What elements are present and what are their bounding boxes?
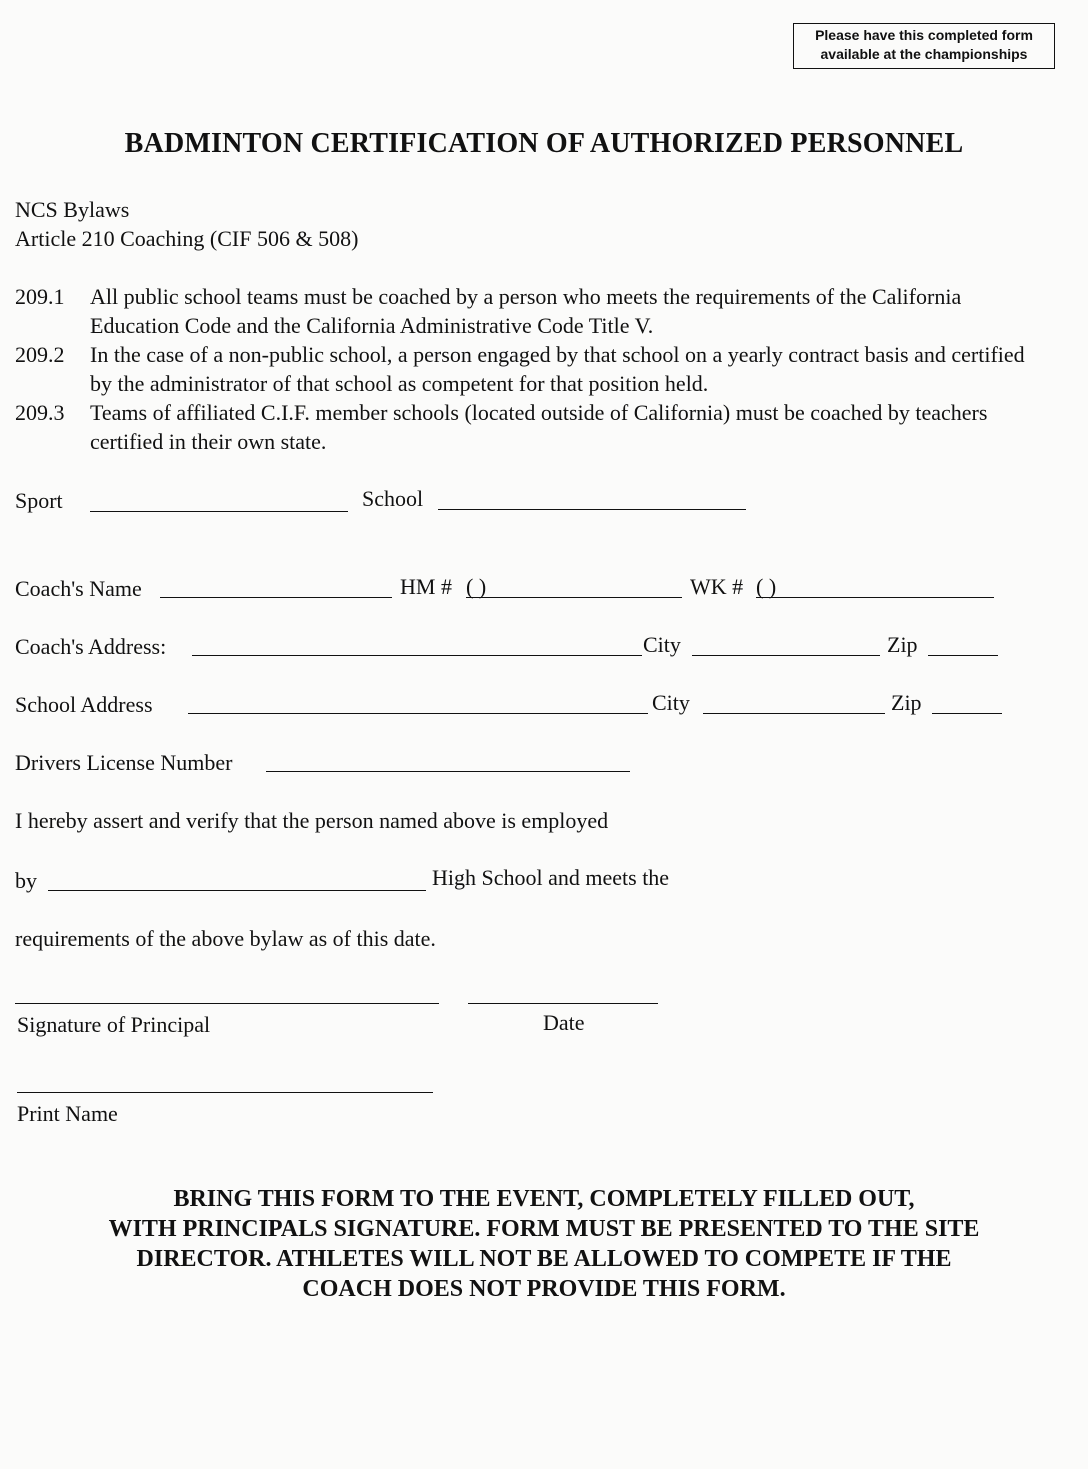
home-phone-label: HM # bbox=[400, 574, 452, 599]
print-name-field[interactable] bbox=[17, 1092, 433, 1093]
home-phone-field[interactable] bbox=[466, 597, 682, 598]
school-city-field[interactable] bbox=[703, 713, 885, 714]
school-zip-label: Zip bbox=[891, 690, 922, 715]
drivers-license-field[interactable] bbox=[266, 771, 630, 772]
footer-line-2: WITH PRINCIPALS SIGNATURE. FORM MUST BE PRESENTED TO THE SITE bbox=[108, 1216, 980, 1242]
form-title: BADMINTON CERTIFICATION OF AUTHORIZED PERSONNEL bbox=[124, 128, 964, 159]
coach-city-label: City bbox=[643, 632, 681, 657]
school-label: School bbox=[362, 486, 424, 511]
employer-school-field[interactable] bbox=[48, 890, 426, 891]
principal-signature-field[interactable] bbox=[15, 1003, 439, 1004]
school-city-label: City bbox=[652, 690, 690, 715]
school-zip-field[interactable] bbox=[932, 713, 1002, 714]
date-label: Date bbox=[543, 1010, 585, 1035]
footer-instructions bbox=[0, 1184, 1088, 1304]
rule-text: In the case of a non-public school, a person engaged by that school on a yearly contract basis and certified by the administrator of that school as competent for that position held. bbox=[90, 342, 1025, 396]
school-field[interactable] bbox=[438, 509, 746, 510]
coach-name-field[interactable] bbox=[160, 597, 392, 598]
assertion-line-3: requirements of the above bylaw as of this date. bbox=[15, 926, 436, 951]
rule-text: Teams of affiliated C.I.F. member schools (located outside of California) must be coached by teachers certified in their own state. bbox=[90, 400, 988, 454]
sport-label: Sport bbox=[15, 488, 63, 513]
work-phone-label: WK # bbox=[690, 574, 744, 599]
home-phone-area-code: ( ) bbox=[466, 574, 487, 599]
school-address-field[interactable] bbox=[188, 713, 648, 714]
date-field[interactable] bbox=[468, 1003, 658, 1004]
footer-line-4: COACH DOES NOT PROVIDE THIS FORM. bbox=[302, 1276, 786, 1302]
print-name-label: Print Name bbox=[17, 1101, 118, 1126]
notice-line-2: available at the championships bbox=[820, 46, 1028, 62]
rule-number: 209.1 bbox=[15, 284, 65, 309]
assertion-by-label: by bbox=[15, 868, 37, 893]
notice-box bbox=[793, 23, 1055, 69]
coach-address-label: Coach's Address: bbox=[15, 634, 167, 659]
coach-address-field[interactable] bbox=[192, 655, 642, 656]
rule-text: All public school teams must be coached by a person who meets the requirements of the California Education Code and the California Administrative Code Title V. bbox=[90, 284, 962, 338]
school-address-label: School Address bbox=[15, 692, 153, 717]
coach-name-label: Coach's Name bbox=[15, 576, 142, 601]
rule-number: 209.3 bbox=[15, 400, 65, 425]
assertion-high-school: High School and meets the bbox=[432, 865, 670, 890]
principal-signature-label: Signature of Principal bbox=[17, 1012, 211, 1037]
assertion-line-1: I hereby assert and verify that the person named above is employed bbox=[15, 808, 609, 833]
coach-zip-label: Zip bbox=[887, 632, 918, 657]
rule-number: 209.2 bbox=[15, 342, 65, 367]
footer-line-3: DIRECTOR. ATHLETES WILL NOT BE ALLOWED TO COMPETE IF THE bbox=[136, 1246, 952, 1272]
drivers-license-label: Drivers License Number bbox=[15, 750, 233, 775]
notice-line-1: Please have this completed form bbox=[815, 27, 1033, 43]
rule-209-1 bbox=[0, 282, 1088, 342]
sport-field[interactable] bbox=[90, 511, 348, 512]
work-phone-area-code: ( ) bbox=[756, 574, 777, 599]
coach-zip-field[interactable] bbox=[928, 655, 998, 656]
coach-city-field[interactable] bbox=[692, 655, 880, 656]
bylaws-heading: NCS Bylaws bbox=[15, 197, 130, 222]
rule-209-2 bbox=[0, 340, 1088, 400]
rule-209-3 bbox=[0, 398, 1088, 458]
bylaws-article: Article 210 Coaching (CIF 506 & 508) bbox=[15, 226, 359, 251]
footer-line-1: BRING THIS FORM TO THE EVENT, COMPLETELY FILLED OUT, bbox=[173, 1186, 915, 1212]
work-phone-field[interactable] bbox=[756, 597, 994, 598]
